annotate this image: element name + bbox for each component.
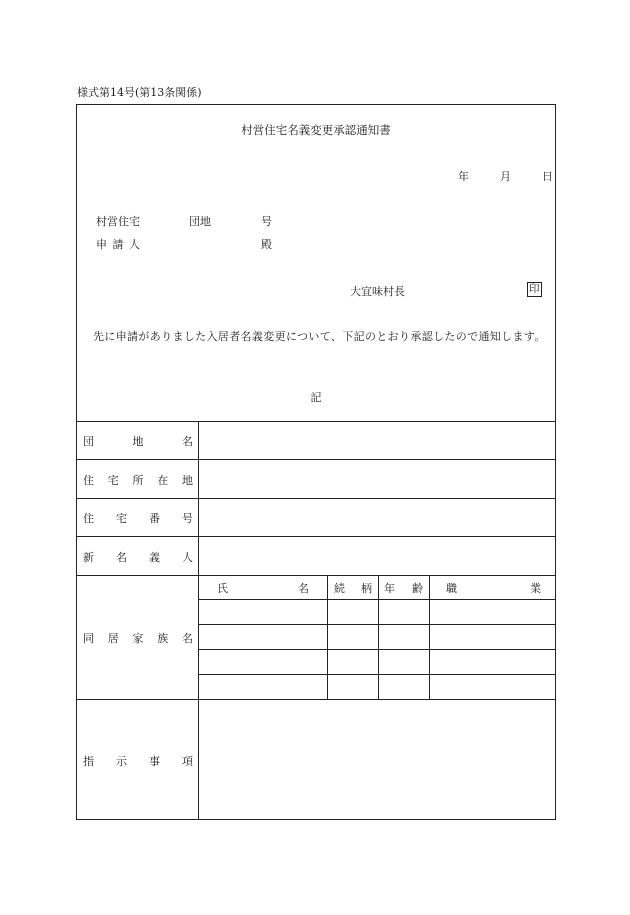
row-divider xyxy=(77,459,555,460)
body-text: 先に申請がありました入居者名義変更について、下記のとおり承認したので通知します。 xyxy=(93,330,546,343)
col-header-name: 氏 名 xyxy=(217,582,309,595)
row-label-instructions: 指 示 事 項 xyxy=(83,755,193,768)
date-year-label: 年 xyxy=(458,170,469,183)
row-divider xyxy=(77,699,555,700)
row-divider xyxy=(77,575,555,576)
family-col-line xyxy=(327,575,328,699)
row-label-danchi: 団 地 名 xyxy=(83,435,193,448)
family-header-line xyxy=(198,599,555,600)
date-month-label: 月 xyxy=(500,170,511,183)
col-header-relation: 続 柄 xyxy=(334,582,372,595)
row-label-location: 住 宅 所 在 地 xyxy=(83,474,193,487)
housing-label: 村営住宅 xyxy=(96,215,140,228)
family-col-line xyxy=(378,575,379,699)
family-row-line xyxy=(198,649,555,650)
row-divider xyxy=(77,536,555,537)
row-label-new-holder: 新 名 義 人 xyxy=(83,551,193,564)
honorific: 殿 xyxy=(261,238,272,251)
ki-heading: 記 xyxy=(310,391,322,404)
row-label-family: 同 居 家 族 名 xyxy=(83,632,193,645)
family-col-line xyxy=(429,575,430,699)
family-row-line xyxy=(198,624,555,625)
date-line xyxy=(458,168,553,184)
date-day-label: 日 xyxy=(542,170,553,183)
applicant-label: 申 請 人 xyxy=(96,238,141,251)
danchi-label: 団地 xyxy=(189,215,211,228)
seal-mark xyxy=(527,282,542,297)
col-header-occupation: 職 業 xyxy=(446,582,541,595)
label-column-line xyxy=(198,421,199,819)
row-label-number: 住 宅 番 号 xyxy=(83,512,193,525)
document-title: 村営住宅名義変更承認通知書 xyxy=(241,123,391,137)
col-header-age: 年 齢 xyxy=(384,582,423,595)
family-row-line xyxy=(198,674,555,675)
table-top-line xyxy=(77,421,555,422)
issuer-name: 大宜味村長 xyxy=(350,285,405,298)
notice-form xyxy=(76,104,556,820)
seal-box: 印 xyxy=(529,283,540,295)
form-number: 様式第14号(第13条関係) xyxy=(77,86,202,99)
number-label: 号 xyxy=(261,215,272,228)
row-divider xyxy=(77,498,555,499)
